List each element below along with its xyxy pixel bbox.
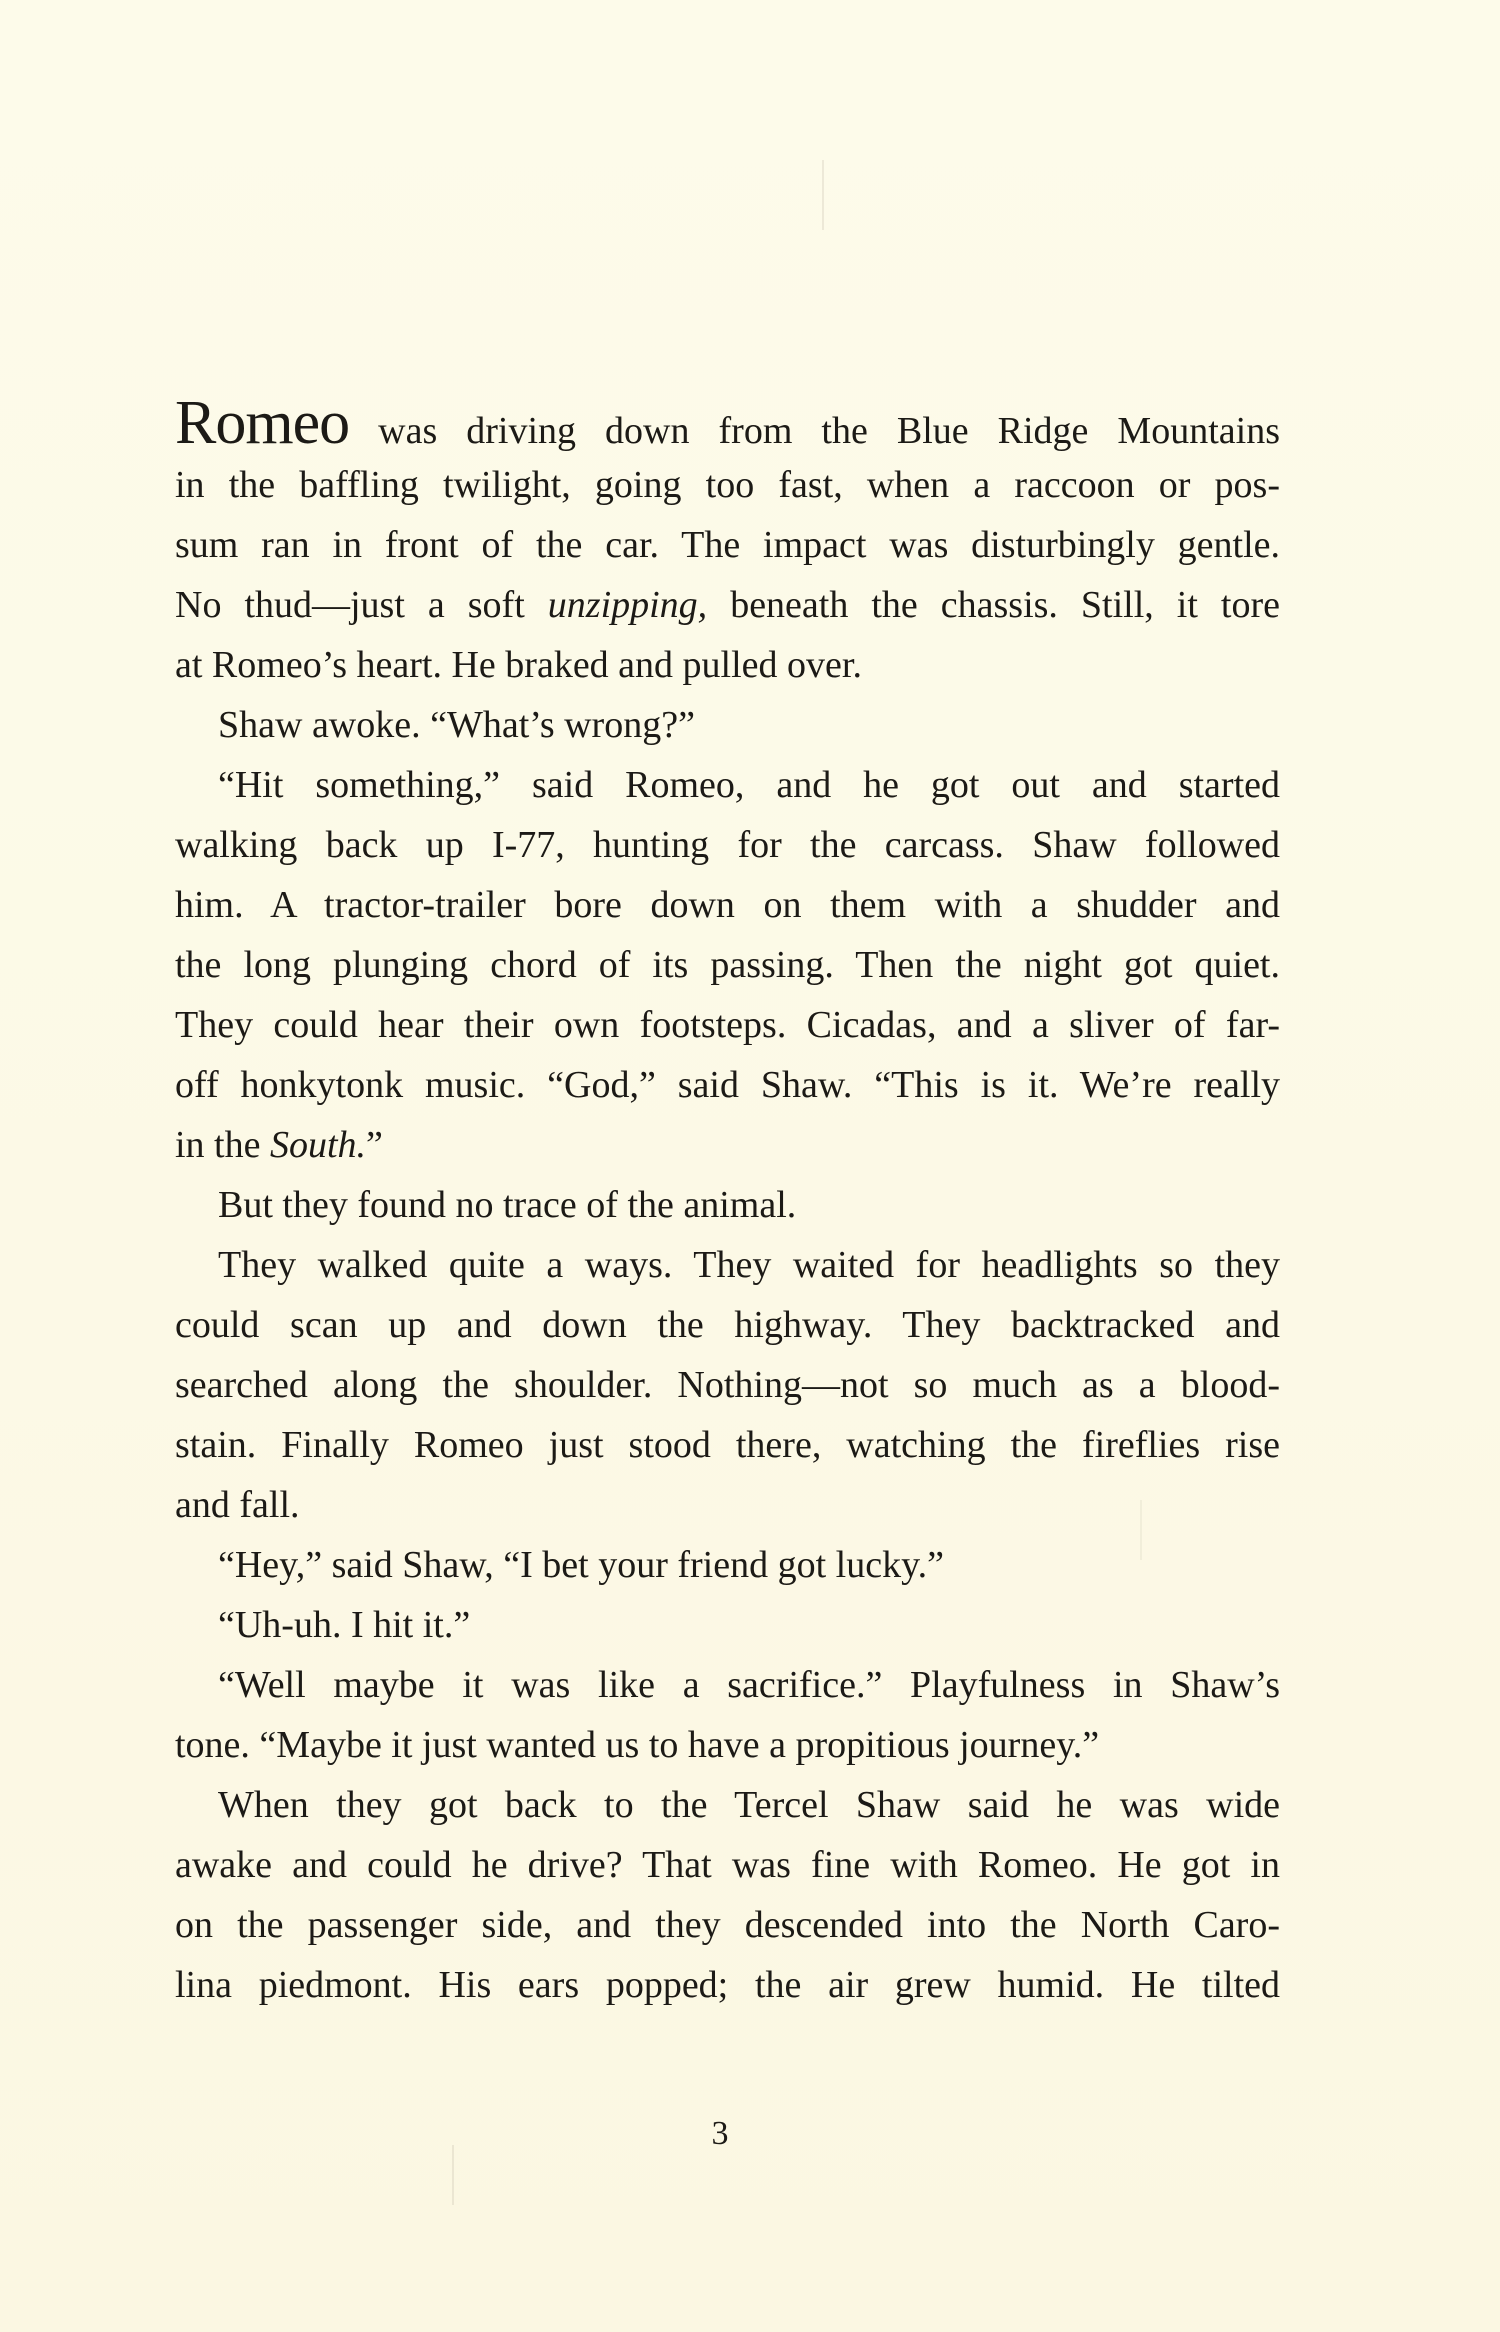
text-span: the long plunging chord of its passing. Then the night got quiet. — [175, 944, 1280, 986]
text-line — [175, 1115, 1280, 1175]
text-line — [175, 1715, 1280, 1775]
text-span: They walked quite a ways. They waited for headlights so they — [218, 1244, 1280, 1286]
text-line — [175, 1535, 1280, 1595]
italic-text: South. — [269, 1124, 367, 1166]
text-line — [175, 1955, 1280, 2015]
text-line — [175, 1415, 1280, 1475]
text-line — [175, 815, 1280, 875]
text-span: lina piedmont. His ears popped; the air grew humid. He tilted — [175, 1964, 1280, 2006]
text-span: beneath the chassis. Still, it tore — [707, 584, 1280, 626]
text-span: him. A tractor-trailer bore down on them with a shudder and — [175, 884, 1280, 926]
text-line — [175, 1055, 1280, 1115]
italic-text: unzipping, — [547, 584, 708, 626]
text-span: They could hear their own footsteps. Cicadas, and a sliver of far- — [175, 1004, 1280, 1046]
text-span: stain. Finally Romeo just stood there, watching the fireflies rise — [175, 1424, 1280, 1466]
text-span: “Hit something,” said Romeo, and he got out and started — [218, 764, 1280, 806]
scan-mark — [822, 160, 824, 230]
text-span: and fall. — [175, 1484, 300, 1526]
text-line — [175, 1235, 1280, 1295]
text-span: But they found no trace of the animal. — [218, 1184, 797, 1226]
text-line — [175, 1895, 1280, 1955]
text-line — [175, 1835, 1280, 1895]
text-span: searched along the shoulder. Nothing—not so much as a blood- — [175, 1364, 1280, 1406]
text-line — [175, 1475, 1280, 1535]
text-line — [175, 1595, 1280, 1655]
text-line — [175, 695, 1280, 755]
text-line — [175, 635, 1280, 695]
text-line — [175, 389, 1280, 457]
text-line — [175, 1775, 1280, 1835]
text-line — [175, 995, 1280, 1055]
text-line — [175, 1175, 1280, 1235]
text-span: “Hey,” said Shaw, “I bet your friend got lucky.” — [218, 1544, 944, 1586]
text-span: on the passenger side, and they descended into the North Caro- — [175, 1904, 1280, 1946]
text-span: “Well maybe it was like a sacrifice.” Playfulness in Shaw’s — [218, 1664, 1280, 1706]
text-span: could scan up and down the highway. They backtracked and — [175, 1304, 1280, 1346]
text-line — [175, 1655, 1280, 1715]
text-line — [175, 875, 1280, 935]
text-line — [175, 575, 1280, 635]
scan-mark — [452, 2145, 454, 2205]
text-line — [175, 515, 1280, 575]
text-span: When they got back to the Tercel Shaw said he was wide — [218, 1784, 1280, 1826]
text-span: “Uh-uh. I hit it.” — [218, 1604, 471, 1646]
text-span: in the — [175, 1124, 270, 1166]
text-line — [175, 455, 1280, 515]
opening-word: Romeo — [175, 389, 350, 457]
text-span: ” — [366, 1124, 383, 1166]
text-line — [175, 1355, 1280, 1415]
text-span: off honkytonk music. “God,” said Shaw. “This is it. We’re really — [175, 1064, 1280, 1106]
text-span: at Romeo’s heart. He braked and pulled over. — [175, 644, 862, 686]
page-number: 3 — [711, 2115, 729, 2152]
text-span: Shaw awoke. “What’s wrong?” — [218, 704, 695, 746]
text-line — [175, 755, 1280, 815]
text-span: walking back up I-77, hunting for the carcass. Shaw followed — [175, 824, 1280, 866]
text-span: No thud—just a soft — [175, 584, 548, 626]
text-line — [175, 935, 1280, 995]
text-span: was driving down from the Blue Ridge Mountains — [349, 410, 1280, 452]
text-span: sum ran in front of the car. The impact was disturbingly gentle. — [175, 524, 1280, 566]
text-span: awake and could he drive? That was fine with Romeo. He got in — [175, 1844, 1280, 1886]
text-span: in the baffling twilight, going too fast, when a raccoon or pos- — [175, 464, 1280, 506]
text-line — [175, 1295, 1280, 1355]
body-text — [175, 389, 1280, 2015]
text-span: tone. “Maybe it just wanted us to have a propitious journey.” — [175, 1724, 1100, 1766]
